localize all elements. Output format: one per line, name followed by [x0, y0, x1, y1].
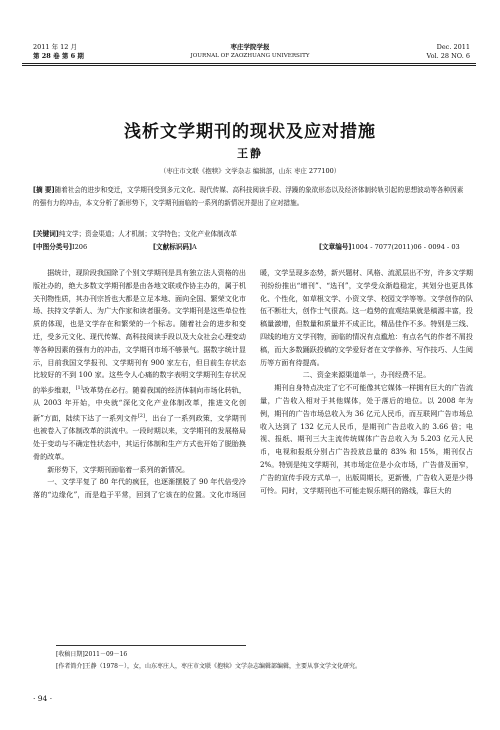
header-date-en: Dec. 2011: [436, 43, 470, 51]
header-volume: 第 28 卷 第 6 期: [33, 52, 84, 60]
keywords-label: [关键词]: [33, 230, 59, 238]
header-journal-en: JOURNAL OF ZAOZHUANG UNIVERSITY: [190, 53, 310, 59]
header-date: 2011 年 12 月: [33, 43, 78, 51]
author-bio: [作者简介]王静（1978－），女，山东枣庄人，枣庄市文联《抱犊》文学杂志编辑部编辑，主要从事文学文化研究。: [56, 663, 361, 670]
section-heading: 二、资金来源渠道单一，办刊经费不足。: [302, 370, 431, 380]
abstract-label: [摘 要]: [33, 186, 55, 194]
body-paragraph: 据统计，现阶段我国除了个别文学期刊是具有独立法人资格的出版社办的，绝大多数文学期刊都是由各地文联或作协主办的，属于机关刊物性质，其办刊宗旨也大都是立足本地、面向全国、繁荣文化市场、扶持文学新人、为广大作家和读者服务。文学期刊是这些单位性质的体现，也是文学存在和繁荣的一个标志。随着社会的进步和变迁，受多元文化、现代传媒、高科技阅读手段以及大众社会心理变动等各种因素的强有力的冲击，文学期刊市场不够景气。据数字统计显示，目前我国文学报刊、文学期刊有 900 家左右，但目前生存状态比较好的不到 100 家。这些令人心痛的数字表明文学期刊生存状况的举步维艰，[1]改革势在必行。随着我国的经济体制向市场化转轨，从 2003 年开始，中央就“深化文化产业体制改革，推进文化创新”方面，陆续下达了一系列文件[2]，出台了一系列政策，文学期刊也被卷入了体制改革的洪流中。一段时期以来，文学期刊的发展格局处于变动与不确定性状态中，其运行体制和生产方式也开始了脱胎换骨的改革。: [33, 268, 247, 461]
article-author: 王静: [237, 147, 263, 160]
citation-ref: [2]: [137, 413, 145, 420]
author-affiliation: （枣庄市文联《抱犊》文学杂志 编辑部，山东 枣庄 277100）: [159, 167, 341, 175]
article-title: 浅析文学期刊的现状及应对措施: [124, 122, 376, 142]
received-date: [收稿日期]2011－09－16: [56, 651, 128, 658]
keywords-text: 纯文学；资金渠道；人才机制；文学特色；文化产业体制改革: [58, 230, 237, 238]
header-volume-en: Vol. 28 NO. 6: [426, 52, 470, 60]
body-paragraph: 新形势下，文学期刊面临着一系列的新情况。: [47, 464, 190, 474]
body-paragraph: 期刊自身特点决定了它不可能像其它媒体一样拥有巨大的广告流量，广告收入相对于其他媒体，处于落后的地位。以 2008 年为例，期刊的广告市场总收入为 36 亿元人民币，而互联网广告市场总收入达到了 132 亿元人民币，是期刊广告总收入的 3.66 倍；电视、报纸、期刊三大主流传统媒体广告总收入为 5.203 亿元人民币，电视和报纸分别占广告投放总量的 83% 和 15%，期刊仅占 2%。特别是纯文学期刊，其市场定位是小众市场，广告普及面窄，广告的宣传手段方式单一，出版周期长，更新慢，广告收入更是少得可怜。同时，文学期刊也不可能走娱乐期刊的路线，靠巨大的: [260, 383, 473, 495]
clc-number: [中图分类号]I206: [33, 243, 88, 251]
header-rule-thin: [22, 65, 476, 66]
abstract: [33, 184, 468, 209]
article-number: [文章编号]1004 - 7077(2011)06 - 0094 - 03: [319, 243, 460, 251]
citation-ref: [1]: [75, 385, 83, 392]
document-code: [文献标识码]A: [153, 243, 197, 251]
section-one: 一、文学平复了 80 年代的疯狂，也逐渐摆脱了 90 年代倍受冷落的“边缘化”，而是趋于平常，回到了它该在的位置。文化市场回暖，文学呈现多态势，新兴题材、风格、流派层出不穷，许多文学期刊纷纷推出“增刊”、“选刊”，文学受众渐趋稳定，其划分也更具体化、个性化，如草根文学、小资文学、校园文学等等。文学创作的队伍不断壮大，创作士气很高。这一趋势的直观结果就是稿源丰富，投稿量激增，但数量和质量并不成正比，精品佳作不多。特别是三线、四线的地方文学刊物，面临的情况有点尴尬：有点名气的作者不屑投稿，而大多数踊跃投稿的文学爱好者在文学修养、写作技巧、人生阅历等方面有待提高。: [33, 268, 473, 500]
page-number: · 94 ·: [33, 694, 53, 703]
article-body: [33, 267, 473, 635]
keywords: [33, 228, 468, 241]
header-rule: [22, 63, 476, 64]
abstract-text: 随着社会的进步和变迁，文学期刊受到多元文化、现代传媒、高科技阅读手段、浮躁的象欲形态以及经济体制转轨引起的思想波动等各种因素的强有力的冲击，本文分析了新形势下，文学期刊面临的一系列的新情况并提出了应对措施。: [33, 186, 464, 207]
header-journal-cn: 枣庄学院学报: [230, 43, 270, 51]
footnote-rule: [56, 645, 246, 646]
